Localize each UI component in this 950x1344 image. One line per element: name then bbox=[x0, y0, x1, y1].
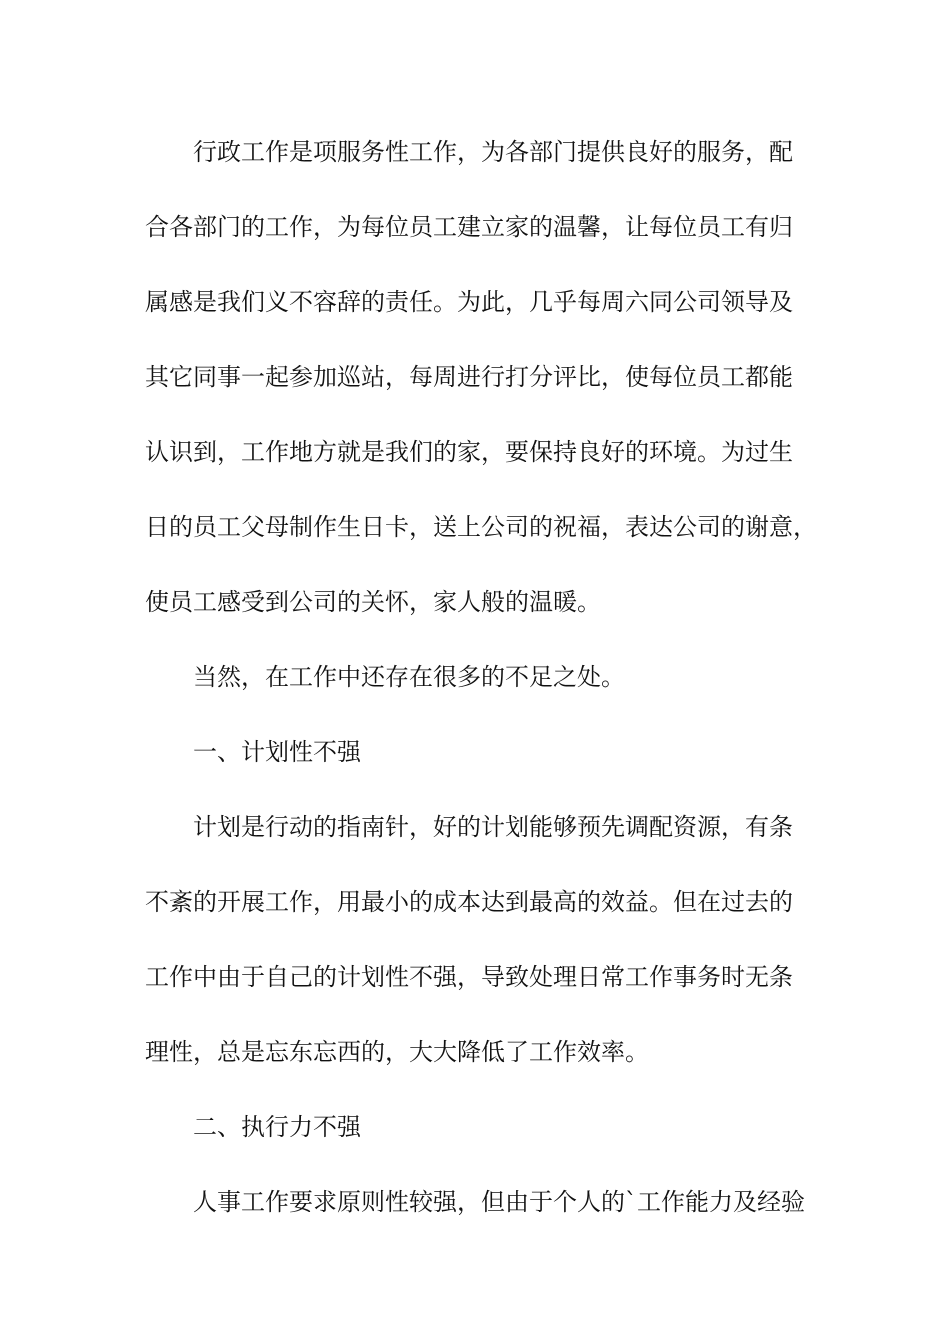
paragraph-line: 日的员工父母制作生日卡，送上公司的祝福，表达公司的谢意， bbox=[145, 513, 817, 541]
paragraph-line: 行政工作是项服务性工作，为各部门提供良好的服务，配 bbox=[193, 138, 793, 166]
paragraph-line: 工作中由于自己的计划性不强，导致处理日常工作事务时无条 bbox=[145, 963, 793, 991]
paragraph-line: 理性，总是忘东忘西的，大大降低了工作效率。 bbox=[145, 1038, 649, 1066]
section-heading: 二、执行力不强 bbox=[193, 1113, 361, 1141]
paragraph-line: 计划是行动的指南针，好的计划能够预先调配资源，有条 bbox=[193, 813, 793, 841]
section-heading: 一、计划性不强 bbox=[193, 738, 361, 766]
paragraph-line: 当然，在工作中还存在很多的不足之处。 bbox=[193, 663, 625, 691]
paragraph-line: 认识到，工作地方就是我们的家，要保持良好的环境。为过生 bbox=[145, 438, 793, 466]
document-body bbox=[145, 128, 835, 1253]
paragraph-line: 人事工作要求原则性较强，但由于个人的`工作能力及经验 bbox=[193, 1188, 805, 1216]
paragraph-line: 属感是我们义不容辞的责任。为此，几乎每周六同公司领导及 bbox=[145, 288, 793, 316]
paragraph-line: 合各部门的工作，为每位员工建立家的温馨，让每位员工有归 bbox=[145, 213, 793, 241]
paragraph-line: 使员工感受到公司的关怀，家人般的温暖。 bbox=[145, 588, 601, 616]
paragraph-line: 其它同事一起参加巡站，每周进行打分评比，使每位员工都能 bbox=[145, 363, 793, 391]
paragraph-line: 不紊的开展工作，用最小的成本达到最高的效益。但在过去的 bbox=[145, 888, 793, 916]
